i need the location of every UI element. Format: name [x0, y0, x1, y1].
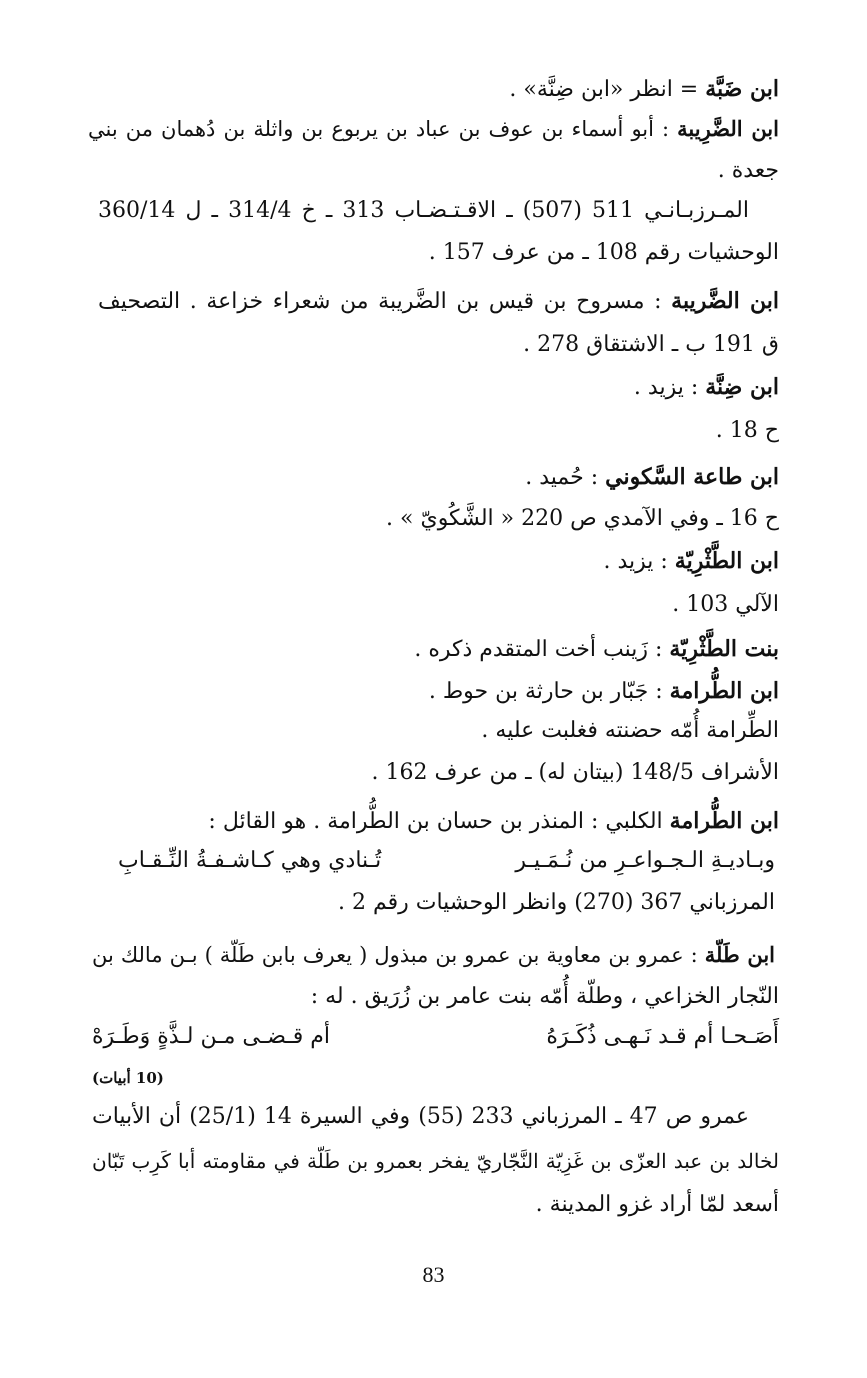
verse-hemistich-second: تُـنادي وهي كـاشـفـةُ النِّـقـابِ — [118, 848, 382, 873]
source-line — [88, 1190, 779, 1220]
entry-text: : مسروح بن قيس بن الضَّريبة من شعراء خزاعة . التصحيف — [98, 289, 672, 314]
entry-line — [88, 372, 779, 403]
source-text: المرزباني 367 (270) وانظر الوحشيات رقم 2 . — [338, 890, 775, 915]
entry-head: ابن الطَّثْرِيّة — [674, 548, 779, 574]
entry-text: : عمرو بن معاوية بن عمرو بن مبذول ( يعرف بابن طَلّة ) بـن مالك بن — [92, 943, 705, 967]
verse-hemistich-first: أَصَـحـا أم قـد نَـهـى ذُكَـرَهُ — [546, 1024, 779, 1049]
entry-text: : يزيد . — [633, 375, 706, 400]
source-text: الأشراف 148/5 (بيتان له) ـ من عرف 162 . — [371, 760, 779, 785]
verse-line — [92, 1022, 779, 1052]
entry-line — [88, 74, 779, 105]
source-text: عمرو ص 47 ـ المرزباني 233 (55) وفي السيرة 14 (25/1) أن الأبيات — [92, 1104, 749, 1129]
verse-hemistich-first: وبـاديـةِ الـجـواعـرِ من نُـمَـيـر — [515, 848, 775, 873]
entry-text: الطِّرامة أُمّه حضنته فغلبت عليه . — [481, 718, 779, 743]
source-line — [88, 416, 779, 446]
entry-line — [88, 806, 779, 837]
source-line — [88, 590, 779, 620]
entry-text: : أبو أسماء بن عوف بن عباد بن يربوع بن واثلة بن دُهمان من بني — [88, 117, 678, 141]
entry-text: : يزيد . — [603, 549, 675, 574]
source-line — [92, 1146, 779, 1176]
entry-line — [88, 462, 779, 493]
source-line — [92, 1102, 749, 1132]
entry-head: ابن ضَبَّة — [705, 76, 779, 102]
entry-head: ابن الضَّريبة — [671, 288, 780, 314]
entry-line — [88, 156, 779, 186]
entry-line — [88, 634, 779, 665]
source-text: ح 16 ـ وفي الآمدي ص 220 « الشَّكُويّ » . — [386, 506, 779, 531]
entry-text: الكلبي : المنذر بن حسان بن الطُّرامة . هو القائل : — [208, 809, 670, 834]
source-line — [88, 758, 779, 788]
source-line — [98, 196, 749, 226]
entry-text: النّجار الخزاعي ، وطلّة أُمّه بنت عامر بن زُرَيق . له : — [310, 984, 779, 1009]
source-line — [88, 238, 779, 268]
entry-head: ابن طاعة السَّكوني — [605, 464, 779, 490]
source-text: الوحشيات رقم 108 ـ من عرف 157 . — [428, 240, 779, 265]
entry-head: بنت الطَّثْرِيّة — [669, 636, 779, 662]
source-line — [88, 330, 779, 360]
entry-text: : زَينب أخت المتقدم ذكره . — [414, 637, 670, 662]
entry-head: ابن الطُّرامة — [669, 678, 779, 704]
source-line — [88, 888, 775, 918]
verse-hemistich-second: أم قـضـى مـن لـذَّةٍ وَطَـرَهْ — [92, 1024, 330, 1049]
verse-line — [118, 846, 775, 876]
entry-line — [88, 982, 779, 1012]
verse-count-note: (10 أبيات) — [92, 1069, 164, 1087]
source-text: ق 191 ب ـ الاشتقاق 278 . — [523, 332, 779, 357]
source-text: لخالد بن عبد العزّى بن غَزِيّة النَّجّاريّ يفخر بعمرو بن طَلّة في مقاومته أبا كَرِب تَبّان — [92, 1149, 779, 1173]
source-line — [88, 504, 779, 534]
entry-head: ابن ضِنَّة — [705, 374, 779, 400]
source-text: ح 18 . — [715, 418, 779, 443]
verse-note-line — [92, 1062, 779, 1093]
page-number: 83 — [422, 1262, 445, 1287]
entry-text: : حُميد . — [525, 465, 606, 490]
entry-text: = انظر «ابن ضِنَّة» . — [509, 77, 706, 102]
entry-line — [92, 940, 775, 970]
source-text: الآلي 103 . — [672, 592, 779, 617]
entry-head: ابن الطُّرامة — [669, 808, 779, 834]
entry-text: جعدة . — [717, 158, 779, 183]
entry-line — [88, 114, 779, 144]
entry-head: ابن طَلّة — [704, 942, 775, 967]
entry-line — [98, 286, 779, 317]
source-text: المـرزبـانـي 511 (507) ـ الاقـتـضـاب 313 ـ خ 314/4 ـ ل 360/14 — [98, 198, 749, 223]
entry-line — [88, 546, 779, 577]
entry-line — [88, 676, 779, 707]
entry-line — [88, 716, 779, 746]
entry-text: : جَبّار بن حارثة بن حوط . — [428, 679, 670, 704]
entry-head: ابن الضَّرِيبة — [677, 116, 779, 141]
source-text: أسعد لمّا أراد غزو المدينة . — [535, 1192, 779, 1217]
